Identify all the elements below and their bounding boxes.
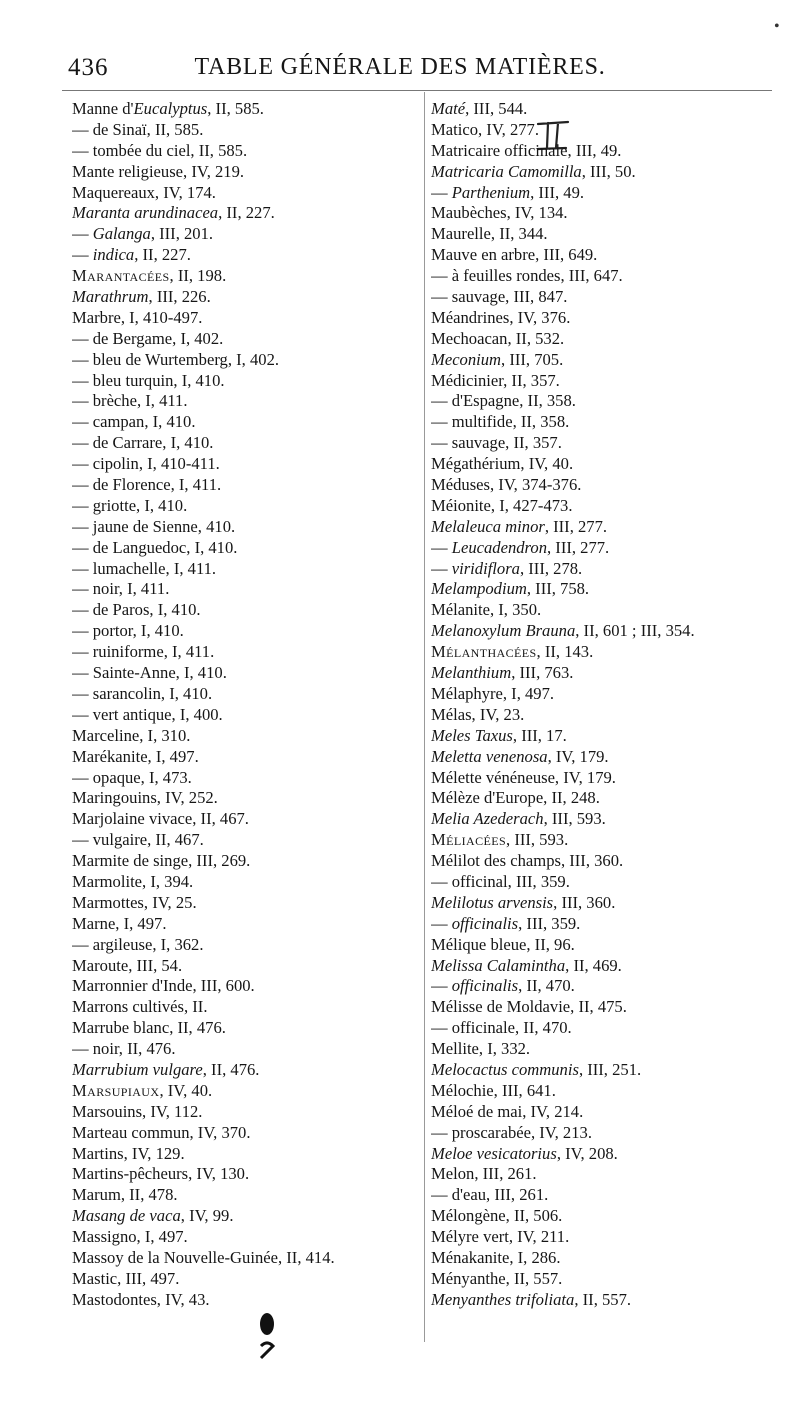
index-entry bbox=[72, 454, 422, 475]
index-entry bbox=[431, 1123, 781, 1144]
entry-latin-name: Melocactus communis bbox=[431, 1059, 579, 1079]
index-entry bbox=[431, 1248, 781, 1269]
entry-reference: , III, 705. bbox=[501, 349, 564, 369]
index-entry bbox=[431, 914, 781, 935]
index-entry bbox=[72, 1269, 422, 1290]
index-entry bbox=[431, 851, 781, 872]
index-entry bbox=[431, 559, 781, 580]
entry-text: Manne d' bbox=[72, 99, 134, 118]
entry-text: — sauvage, III, 847. bbox=[431, 287, 568, 307]
entry-latin-name: officinalis bbox=[451, 976, 519, 996]
entry-text: — bbox=[431, 558, 452, 578]
index-entry bbox=[431, 538, 781, 559]
entry-text: Mélyre vert, IV, 211. bbox=[431, 1227, 570, 1247]
entry-text: Mastodontes, IV, 43. bbox=[72, 1289, 210, 1309]
header-divider bbox=[62, 90, 772, 91]
index-entry bbox=[72, 1060, 422, 1081]
index-entry bbox=[72, 538, 422, 559]
index-column-left bbox=[72, 99, 422, 1311]
entry-reference: , II, 198. bbox=[169, 266, 227, 286]
index-entry bbox=[431, 517, 781, 538]
entry-latin-name: Meletta venenosa bbox=[431, 746, 548, 766]
entry-reference: , III, 758. bbox=[526, 579, 590, 599]
index-entry bbox=[431, 162, 781, 183]
entry-text: — officinale, II, 470. bbox=[431, 1018, 572, 1038]
entry-reference: , II, 557. bbox=[574, 1289, 632, 1309]
entry-text: — cipolin, I, 410-411. bbox=[72, 454, 220, 474]
entry-text: Mélochie, III, 641. bbox=[431, 1080, 556, 1100]
index-entry bbox=[431, 1060, 781, 1081]
entry-text: — d'eau, III, 261. bbox=[431, 1185, 549, 1205]
index-entry bbox=[431, 663, 781, 684]
index-entry bbox=[72, 1164, 422, 1185]
entry-reference: , III, 277. bbox=[547, 537, 610, 557]
entry-reference: , III, 49. bbox=[530, 182, 585, 202]
index-entry bbox=[431, 412, 781, 433]
entry-latin-name: Matricaria Camomilla bbox=[431, 161, 582, 181]
entry-text: Marsouins, IV, 112. bbox=[72, 1101, 203, 1121]
entry-text: Maquereaux, IV, 174. bbox=[72, 182, 216, 202]
index-entry bbox=[72, 621, 422, 642]
entry-latin-name: Maté bbox=[431, 99, 466, 118]
index-entry bbox=[431, 391, 781, 412]
entry-reference: , II, 601 ; III, 354. bbox=[575, 621, 695, 641]
entry-text: Marronnier d'Inde, III, 600. bbox=[72, 976, 255, 996]
entry-text: Mélisse de Moldavie, II, 475. bbox=[431, 997, 627, 1017]
entry-reference: , III, 359. bbox=[518, 913, 581, 933]
index-entry bbox=[431, 621, 781, 642]
index-entry bbox=[431, 1081, 781, 1102]
entry-text: — argileuse, I, 362. bbox=[72, 934, 204, 954]
entry-text: Mélette vénéneuse, IV, 179. bbox=[431, 767, 616, 787]
entry-text: Méloé de mai, IV, 214. bbox=[431, 1101, 584, 1121]
entry-text: Mellite, I, 332. bbox=[431, 1039, 531, 1059]
entry-latin-name: Masang de vaca bbox=[72, 1206, 181, 1226]
entry-reference: , II, 585. bbox=[207, 99, 264, 118]
index-entry bbox=[72, 99, 422, 120]
entry-reference: , IV, 208. bbox=[556, 1143, 618, 1163]
index-entry bbox=[431, 788, 781, 809]
index-entry bbox=[431, 99, 781, 120]
index-entry bbox=[431, 266, 781, 287]
index-entry bbox=[72, 1123, 422, 1144]
entry-text: Maroute, III, 54. bbox=[72, 955, 183, 975]
index-entry bbox=[431, 1102, 781, 1123]
index-entry bbox=[72, 872, 422, 893]
entry-reference: , III, 251. bbox=[578, 1059, 642, 1079]
index-entry bbox=[72, 412, 422, 433]
index-entry bbox=[72, 1248, 422, 1269]
entry-text: Martins, IV, 129. bbox=[72, 1143, 185, 1163]
index-entry bbox=[431, 976, 781, 997]
entry-text: Marteau commun, IV, 370. bbox=[72, 1122, 251, 1142]
index-entry bbox=[431, 1290, 781, 1311]
entry-text: — jaune de Sienne, 410. bbox=[72, 516, 236, 536]
entry-text: Méandrines, IV, 376. bbox=[431, 307, 571, 327]
index-entry bbox=[72, 308, 422, 329]
entry-latin-name: Melia Azederach bbox=[431, 809, 544, 829]
entry-text: — vulgaire, II, 467. bbox=[72, 830, 204, 850]
entry-text: — opaque, I, 473. bbox=[72, 767, 192, 787]
index-entry bbox=[72, 684, 422, 705]
entry-text: — bbox=[431, 182, 452, 202]
entry-text: Méduses, IV, 374-376. bbox=[431, 475, 582, 495]
entry-text: — d'Espagne, II, 358. bbox=[431, 391, 576, 411]
entry-text: — bbox=[431, 913, 452, 933]
index-entry bbox=[431, 872, 781, 893]
index-entry bbox=[72, 475, 422, 496]
index-entry bbox=[72, 747, 422, 768]
index-entry bbox=[431, 245, 781, 266]
index-entry bbox=[72, 203, 422, 224]
entry-text: Marrons cultivés, II. bbox=[72, 997, 208, 1017]
entry-text: — de Paros, I, 410. bbox=[72, 600, 201, 620]
index-entry bbox=[72, 1018, 422, 1039]
entry-text: Mastic, III, 497. bbox=[72, 1268, 180, 1288]
index-entry bbox=[72, 1227, 422, 1248]
entry-reference: , III, 17. bbox=[512, 725, 567, 745]
entry-text: Marmottes, IV, 25. bbox=[72, 892, 197, 912]
entry-text: Mélas, IV, 23. bbox=[431, 704, 525, 724]
index-entry bbox=[72, 1144, 422, 1165]
entry-text: — noir, I, 411. bbox=[72, 579, 170, 599]
entry-text: Ményanthe, II, 557. bbox=[431, 1268, 563, 1288]
entry-text: — sarancolin, I, 410. bbox=[72, 683, 213, 703]
entry-family-name: Marsupiaux bbox=[72, 1080, 160, 1100]
index-entry bbox=[431, 997, 781, 1018]
index-entry bbox=[72, 1185, 422, 1206]
entry-latin-name: Leucadendron bbox=[451, 537, 547, 557]
index-entry bbox=[431, 203, 781, 224]
index-entry bbox=[72, 956, 422, 977]
entry-text: — officinal, III, 359. bbox=[431, 871, 570, 891]
entry-text: Matico, IV, 277. bbox=[431, 119, 540, 139]
entry-text: — bleu turquin, I, 410. bbox=[72, 370, 225, 390]
entry-latin-name: Parthenium bbox=[451, 182, 531, 202]
index-entry bbox=[431, 224, 781, 245]
entry-text: Marbre, I, 410-497. bbox=[72, 307, 203, 327]
entry-text: — de Sinaï, II, 585. bbox=[72, 119, 204, 139]
index-entry bbox=[72, 705, 422, 726]
entry-latin-name: Meloe vesicatorius bbox=[431, 1143, 557, 1163]
index-entry bbox=[431, 726, 781, 747]
entry-reference: , IV, 99. bbox=[180, 1206, 234, 1226]
entry-latin-name: Eucalyptus bbox=[133, 99, 208, 118]
entry-text: Marne, I, 497. bbox=[72, 913, 167, 933]
index-entry bbox=[72, 935, 422, 956]
entry-text: Ménakanite, I, 286. bbox=[431, 1247, 561, 1267]
entry-text: — sauvage, II, 357. bbox=[431, 433, 562, 453]
index-entry bbox=[72, 1206, 422, 1227]
index-entry bbox=[72, 768, 422, 789]
entry-text: Marrube blanc, II, 476. bbox=[72, 1018, 226, 1038]
index-entry bbox=[72, 1081, 422, 1102]
index-entry bbox=[72, 976, 422, 997]
entry-latin-name: Marathrum bbox=[72, 287, 149, 307]
index-entry bbox=[431, 287, 781, 308]
index-entry bbox=[431, 579, 781, 600]
entry-text: — portor, I, 410. bbox=[72, 621, 184, 641]
index-entry bbox=[72, 433, 422, 454]
entry-reference: , III, 50. bbox=[581, 161, 636, 181]
index-entry bbox=[431, 1164, 781, 1185]
entry-text: — tombée du ciel, II, 585. bbox=[72, 140, 248, 160]
entry-family-name: Méliacées bbox=[431, 830, 507, 850]
index-entry bbox=[72, 726, 422, 747]
index-entry bbox=[431, 350, 781, 371]
entry-reference: , II, 227. bbox=[218, 203, 275, 223]
index-entry bbox=[72, 579, 422, 600]
entry-text: — vert antique, I, 400. bbox=[72, 704, 223, 724]
index-entry bbox=[431, 308, 781, 329]
entry-text: Marceline, I, 310. bbox=[72, 725, 191, 745]
index-entry bbox=[72, 663, 422, 684]
entry-reference: , III, 277. bbox=[544, 516, 608, 536]
index-entry bbox=[431, 809, 781, 830]
entry-text: Marum, II, 478. bbox=[72, 1185, 178, 1205]
entry-text: — lumachelle, I, 411. bbox=[72, 558, 217, 578]
entry-reference: , III, 593. bbox=[543, 809, 606, 829]
index-entry bbox=[72, 914, 422, 935]
entry-latin-name: Melanthium bbox=[431, 663, 512, 683]
index-entry bbox=[431, 705, 781, 726]
entry-reference: , III, 544. bbox=[465, 99, 528, 118]
index-entry bbox=[72, 141, 422, 162]
index-entry bbox=[431, 747, 781, 768]
entry-text: — Sainte-Anne, I, 410. bbox=[72, 663, 227, 683]
page-number: 436 bbox=[68, 54, 109, 81]
entry-reference: , II, 470. bbox=[518, 976, 575, 996]
entry-text: Mélique bleue, II, 96. bbox=[431, 934, 575, 954]
entry-text: Mélongène, II, 506. bbox=[431, 1206, 563, 1226]
index-entry bbox=[72, 830, 422, 851]
index-entry bbox=[431, 496, 781, 517]
entry-text: Maringouins, IV, 252. bbox=[72, 788, 218, 808]
entry-text: Maurelle, II, 344. bbox=[431, 224, 548, 244]
entry-text: — à feuilles rondes, III, 647. bbox=[431, 266, 623, 286]
index-entry bbox=[72, 266, 422, 287]
entry-text: Médicinier, II, 357. bbox=[431, 370, 560, 390]
index-entry bbox=[72, 559, 422, 580]
entry-reference: , II, 469. bbox=[565, 955, 622, 975]
index-entry bbox=[431, 371, 781, 392]
index-column-right bbox=[431, 99, 781, 1311]
entry-latin-name: Melaleuca minor bbox=[431, 516, 545, 536]
entry-text: Mante religieuse, IV, 219. bbox=[72, 161, 245, 181]
entry-latin-name: Galanga bbox=[92, 224, 151, 244]
index-entry bbox=[431, 1206, 781, 1227]
entry-text: — de Bergame, I, 402. bbox=[72, 328, 224, 348]
entry-text: Marmolite, I, 394. bbox=[72, 871, 194, 891]
index-entry bbox=[431, 1185, 781, 1206]
index-entry bbox=[72, 1039, 422, 1060]
index-entry bbox=[72, 329, 422, 350]
entry-text: — noir, II, 476. bbox=[72, 1039, 176, 1059]
entry-reference: , III, 201. bbox=[150, 224, 214, 244]
entry-text: — bbox=[431, 537, 452, 557]
entry-reference: , III, 763. bbox=[511, 663, 574, 683]
entry-latin-name: Melanoxylum Brauna bbox=[431, 621, 576, 641]
entry-text: Mélaphyre, I, 497. bbox=[431, 683, 555, 703]
entry-text: Mélanite, I, 350. bbox=[431, 600, 542, 620]
index-entry bbox=[72, 809, 422, 830]
entry-text: — bleu de Wurtemberg, I, 402. bbox=[72, 349, 280, 369]
entry-latin-name: officinalis bbox=[451, 913, 519, 933]
entry-reference: , IV, 40. bbox=[159, 1080, 213, 1100]
index-entry bbox=[72, 371, 422, 392]
page-title: TABLE GÉNÉRALE DES MATIÈRES. bbox=[194, 54, 606, 80]
index-entry bbox=[72, 224, 422, 245]
entry-latin-name: Melampodium bbox=[431, 579, 527, 599]
entry-reference: , III, 278. bbox=[519, 558, 583, 578]
index-entry bbox=[431, 475, 781, 496]
entry-text: — bbox=[72, 245, 93, 265]
index-entry bbox=[431, 830, 781, 851]
index-entry bbox=[72, 788, 422, 809]
entry-text: — brèche, I, 411. bbox=[72, 391, 188, 411]
entry-reference: , III, 360. bbox=[553, 892, 616, 912]
index-entry bbox=[72, 350, 422, 371]
entry-family-name: Mélanthacées bbox=[431, 642, 537, 662]
entry-text: Marjolaine vivace, II, 467. bbox=[72, 809, 249, 829]
entry-text: Mechoacan, II, 532. bbox=[431, 328, 565, 348]
entry-text: — griotte, I, 410. bbox=[72, 495, 188, 515]
entry-family-name: Marantacées bbox=[72, 266, 170, 286]
entry-text: Marékanite, I, 497. bbox=[72, 746, 199, 766]
page-mark: • bbox=[774, 18, 780, 35]
index-entry bbox=[431, 1144, 781, 1165]
index-entry bbox=[431, 1018, 781, 1039]
index-entry bbox=[431, 454, 781, 475]
index-entry bbox=[431, 433, 781, 454]
entry-text: — de Carrare, I, 410. bbox=[72, 433, 214, 453]
entry-text: Melon, III, 261. bbox=[431, 1164, 537, 1184]
index-entry bbox=[431, 768, 781, 789]
index-entry bbox=[431, 684, 781, 705]
entry-text: — bbox=[72, 224, 93, 244]
index-entry bbox=[431, 120, 781, 141]
entry-latin-name: indica bbox=[92, 245, 135, 265]
index-entry bbox=[72, 183, 422, 204]
index-entry bbox=[72, 245, 422, 266]
entry-reference: , IV, 179. bbox=[547, 746, 609, 766]
entry-text: — bbox=[431, 976, 452, 996]
index-entry bbox=[72, 287, 422, 308]
entry-text: Mélèze d'Europe, II, 248. bbox=[431, 788, 600, 808]
index-entry bbox=[72, 391, 422, 412]
entry-text: Mégathérium, IV, 40. bbox=[431, 454, 574, 474]
index-entry bbox=[72, 642, 422, 663]
index-entry bbox=[431, 141, 781, 162]
entry-latin-name: Melilotus arvensis bbox=[431, 892, 554, 912]
index-entry bbox=[431, 935, 781, 956]
entry-text: Mélilot des champs, III, 360. bbox=[431, 851, 624, 871]
entry-latin-name: Menyanthes trifoliata bbox=[431, 1289, 575, 1309]
entry-text: — campan, I, 410. bbox=[72, 412, 196, 432]
entry-latin-name: Melissa Calamintha bbox=[431, 955, 566, 975]
index-entry bbox=[72, 893, 422, 914]
index-entry bbox=[72, 162, 422, 183]
entry-text: Massigno, I, 497. bbox=[72, 1227, 188, 1247]
index-entry bbox=[431, 642, 781, 663]
index-entry bbox=[431, 329, 781, 350]
index-entry bbox=[72, 1290, 422, 1311]
column-divider bbox=[424, 92, 425, 1342]
entry-latin-name: Maranta arundinacea bbox=[72, 203, 219, 223]
index-entry bbox=[431, 1039, 781, 1060]
entry-reference: , II, 143. bbox=[536, 642, 594, 662]
index-entry bbox=[72, 496, 422, 517]
index-entry bbox=[72, 120, 422, 141]
index-entry bbox=[72, 851, 422, 872]
index-entry bbox=[72, 600, 422, 621]
entry-text: — de Florence, I, 411. bbox=[72, 475, 222, 495]
entry-text: Mauve en arbre, III, 649. bbox=[431, 245, 598, 265]
entry-text: Massoy de la Nouvelle-Guinée, II, 414. bbox=[72, 1247, 335, 1267]
entry-latin-name: Meconium bbox=[431, 349, 502, 369]
index-entry bbox=[72, 517, 422, 538]
index-entry bbox=[431, 600, 781, 621]
entry-reference: , III, 593. bbox=[506, 830, 569, 850]
ink-blot-icon bbox=[258, 1312, 276, 1360]
entry-latin-name: Marrubium vulgare bbox=[72, 1059, 203, 1079]
entry-text: — proscarabée, IV, 213. bbox=[431, 1122, 592, 1142]
index-entry bbox=[72, 997, 422, 1018]
entry-reference: , III, 226. bbox=[148, 287, 211, 307]
entry-text: Maubèches, IV, 134. bbox=[431, 203, 568, 223]
entry-latin-name: viridiflora bbox=[451, 558, 520, 578]
entry-latin-name: Meles Taxus bbox=[431, 725, 513, 745]
index-entry bbox=[431, 1269, 781, 1290]
index-entry bbox=[431, 183, 781, 204]
entry-text: — ruiniforme, I, 411. bbox=[72, 642, 215, 662]
index-entry bbox=[431, 956, 781, 977]
entry-text: Matricaire officinale, III, 49. bbox=[431, 140, 622, 160]
entry-reference: , II, 476. bbox=[202, 1059, 260, 1079]
entry-text: Martins-pêcheurs, IV, 130. bbox=[72, 1164, 250, 1184]
entry-reference: , II, 227. bbox=[134, 245, 191, 265]
entry-text: — multifide, II, 358. bbox=[431, 412, 570, 432]
entry-text: — de Languedoc, I, 410. bbox=[72, 537, 238, 557]
index-entry bbox=[72, 1102, 422, 1123]
index-entry bbox=[431, 893, 781, 914]
index-entry bbox=[431, 1227, 781, 1248]
entry-text: Marmite de singe, III, 269. bbox=[72, 851, 251, 871]
entry-text: Méionite, I, 427-473. bbox=[431, 495, 573, 515]
